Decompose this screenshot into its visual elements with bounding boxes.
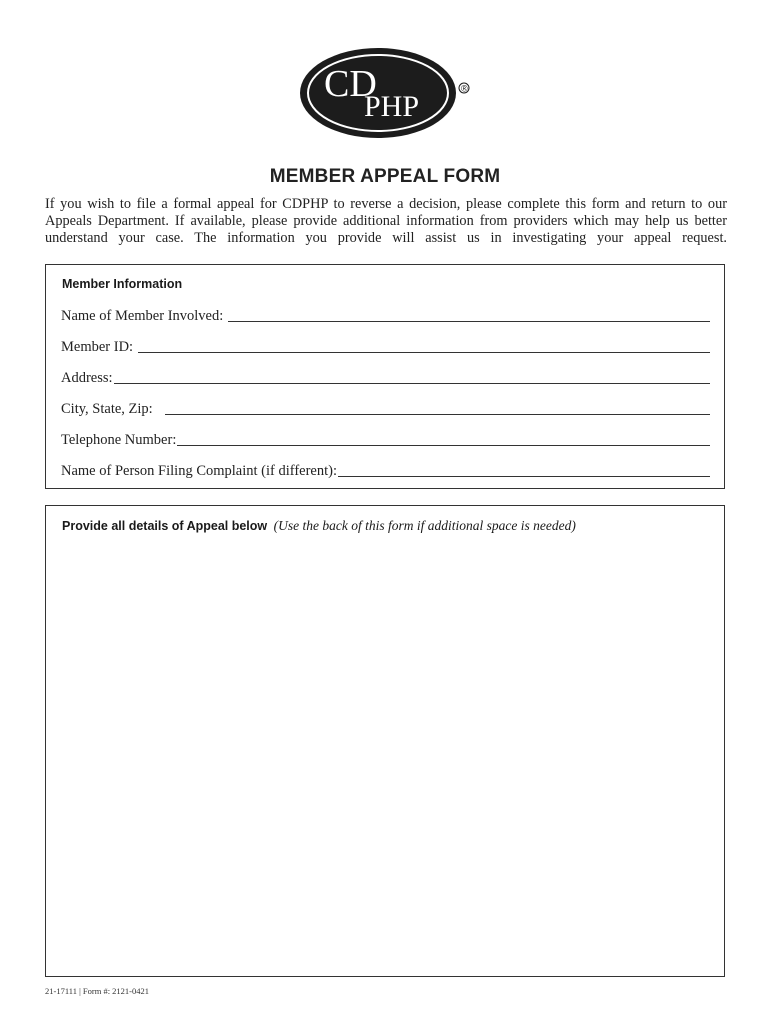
member-information-heading: Member Information [62,277,183,291]
city-state-zip-label: City, State, Zip: [61,401,153,417]
complainant-name-label: Name of Person Filing Complaint (if different): [61,463,337,479]
appeal-details-section[interactable] [45,505,725,977]
telephone-label: Telephone Number: [61,432,177,448]
telephone-field[interactable] [61,432,710,449]
intro-paragraph: If you wish to file a formal appeal for CDPHP to reverse a decision, please complete this form and return to our Appeals Department. If available, please provide additional information from providers which may help us better understand your case. The information you provide will assist us in investigating your appeal request. [45,196,727,246]
city-state-zip-field[interactable] [61,401,710,418]
member-information-section [45,264,725,489]
city-state-zip-input[interactable] [165,402,710,415]
cdphp-logo [298,46,474,142]
appeal-details-input[interactable] [62,546,708,960]
form-title: MEMBER APPEAL FORM [269,166,501,187]
appeal-details-note: (Use the back of this form if additional space is needed) [273,518,576,533]
member-id-input[interactable] [138,340,710,353]
registered-mark: ® [461,83,468,94]
address-label: Address: [61,370,113,386]
complainant-name-input[interactable] [338,464,710,477]
form-footer-code: 21-17111 | Form #: 2121-0421 [45,986,150,996]
address-field[interactable] [61,370,710,387]
logo-text-php: PHP [364,90,420,123]
appeal-details-heading [62,518,576,534]
member-id-field[interactable] [61,339,710,356]
address-input[interactable] [114,371,710,384]
member-name-input[interactable] [228,309,710,322]
logo-text-cd: CD [324,63,377,105]
appeal-details-heading-text: Provide all details of Appeal below [62,519,268,533]
complainant-name-field[interactable] [61,463,710,480]
member-name-label: Name of Member Involved: [61,308,224,324]
member-id-label: Member ID: [61,339,134,355]
telephone-input[interactable] [177,433,710,446]
member-name-field[interactable] [61,308,710,325]
